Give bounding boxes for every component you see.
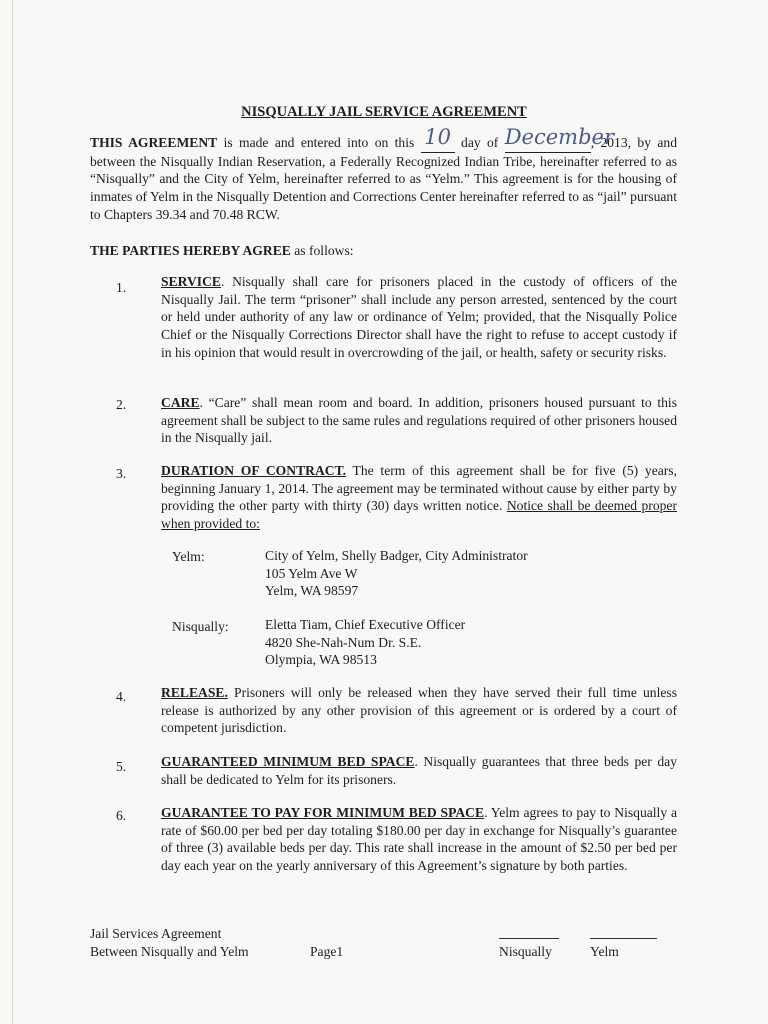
item-3-text: The term of this agreement shall be for five (5) years, beginning January 1, 2014. The agreement may be terminated without cause by either party by providing the other party with thirty (30) days written notice. [161,463,677,514]
intro-text-2: day of [454,135,505,150]
item-1-number: 1. [116,280,127,295]
footer-initial-yelm: Yelm [590,944,619,959]
address-nisqually-line-1: Eletta Tiam, Chief Executive Officer [265,617,466,632]
page-edge [12,0,13,1024]
item-6-heading: GUARANTEE TO PAY FOR MINIMUM BED SPACE [161,805,485,820]
item-2-body [161,394,677,447]
parties-text: as follows: [290,243,354,258]
item-1-heading: SERVICE [161,274,221,289]
item-2-text: . “Care” shall mean room and board. In addition, prisoners housed pursuant to this agreement shall be subject to the same rules and regulations required of other prisoners housed in the Nisqually jail. [161,395,677,446]
intro-text-1: is made and entered into on this [217,135,421,150]
item-5-text: . Nisqually guarantees that three beds per day shall be dedicated to Yelm for its prisoners. [161,754,677,787]
footer-line-1: Jail Services Agreement [90,926,222,941]
item-4-body [161,684,677,737]
item-3-heading: DURATION OF CONTRACT. [161,463,347,478]
intro-paragraph [90,125,677,224]
item-3-number: 3. [116,466,127,481]
address-block-nisqually [265,616,465,669]
footer-initial-nisqually: Nisqually [499,944,552,959]
address-nisqually-line-3: Olympia, WA 98513 [265,652,377,668]
item-5-number: 5. [116,759,127,774]
footer-page-number: Page1 [310,944,344,959]
item-5-body [161,753,677,788]
item-5-heading: GUARANTEED MINIMUM BED SPACE [161,754,415,769]
footer-agreement-name [90,925,249,960]
intro-lead: THIS AGREEMENT [90,135,218,150]
item-4-number: 4. [116,689,127,704]
item-2-heading: CARE [161,395,200,410]
month-field [504,125,614,153]
item-6-number: 6. [116,808,127,823]
item-3-notice: Notice shall be deemed proper when provided to: [161,498,677,532]
address-label-nisqually: Nisqually: [172,619,229,634]
address-yelm-line-2: 105 Yelm Ave W [265,565,358,581]
item-2-number: 2. [116,397,127,412]
address-nisqually-line-2: 4820 She-Nah-Num Dr. S.E. [265,634,422,650]
month-handwritten: December [504,125,614,149]
day-handwritten: 10 [424,125,452,149]
initial-line-yelm [590,938,657,939]
parties-lead: THE PARTIES HEREBY AGREE [90,243,291,258]
address-label-yelm: Yelm: [172,549,205,564]
item-1-body [161,273,677,362]
address-yelm-line-3: Yelm, WA 98597 [265,583,359,599]
address-yelm-line-1: City of Yelm, Shelly Badger, City Administrator [265,548,528,563]
document-title: NISQUALLY JAIL SERVICE AGREEMENT [241,104,527,120]
item-3-body [161,462,677,533]
item-6-text: . Yelm agrees to pay to Nisqually a rate of $60.00 per bed per day totaling $180.00 per day in exchange for Nisqually’s guarantee of three (3) available beds per day. This rate shall increase in the amount of $2.50 per bed per day each year on the yearly anniversary of this Agreement’s signature by both parties. [161,805,677,874]
address-block-yelm [265,547,528,600]
item-4-heading: RELEASE. [161,685,228,700]
day-field [421,125,455,153]
footer-line-2: Between Nisqually and Yelm [90,943,249,959]
intro-text-3: , 2013, by and between the Nisqually Indian Reservation, a Federally Recognized Indian Tribe, hereinafter referred to as “Nisqually” and the City of Yelm, hereinafter referred to as “Yelm.” This agreement is for the housing of inmates of Yelm in the Nisqually Detention and Corrections Center hereinafter referred to as “jail” pursuant to Chapters 39.34 and 70.48 RCW. [90,135,677,222]
item-1-text: . Nisqually shall care for prisoners placed in the custody of officers of the Nisqually Jail. The term “prisoner” shall include any person arrested, sentenced by the court or held under authority of any law or ordinance of Yelm; provided, that the Nisqually Police Chief or the Nisqually Corrections Director shall have the right to refuse to accept custody if in his opinion that would result in overcrowding of the jail, or health, safety or security risks. [161,274,677,360]
parties-paragraph [90,242,677,260]
initial-line-nisqually [499,938,559,939]
item-6-body [161,804,677,875]
item-4-text: Prisoners will only be released when they have served their full time unless release is authorized by any other provision of this agreement or is ordered by a court of competent jurisdiction. [161,685,677,736]
